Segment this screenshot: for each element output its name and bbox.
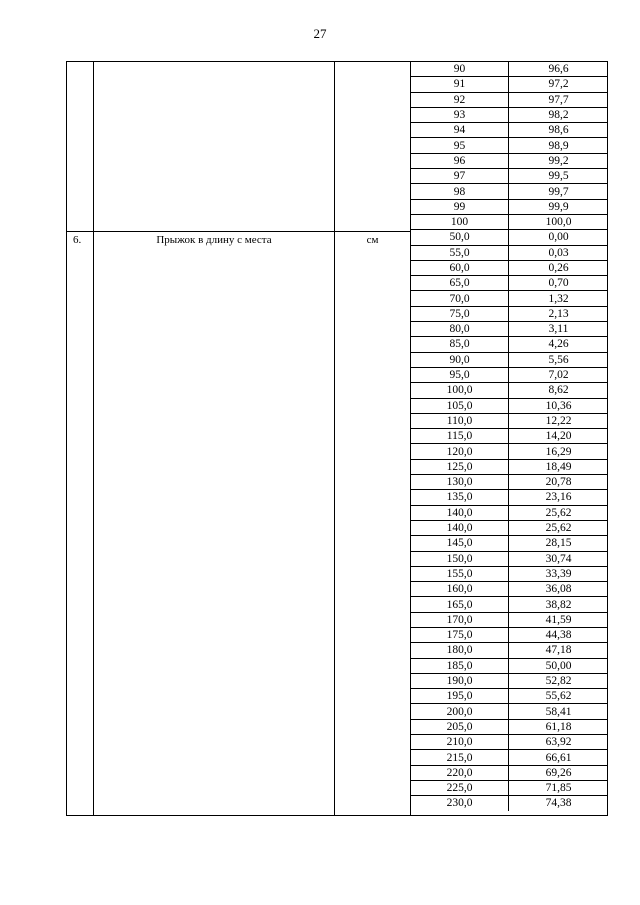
result-value-cell: 215,0 bbox=[411, 750, 509, 765]
table-row bbox=[411, 153, 608, 168]
table-row bbox=[411, 658, 608, 673]
result-value-cell: 210,0 bbox=[411, 735, 509, 750]
table-row bbox=[411, 612, 608, 627]
result-value-cell: 145,0 bbox=[411, 536, 509, 551]
points-value-cell: 28,15 bbox=[509, 536, 609, 551]
points-value-cell: 5,56 bbox=[509, 352, 609, 367]
points-value-cell: 97,2 bbox=[509, 77, 609, 92]
table-row bbox=[411, 551, 608, 566]
column-divider-number bbox=[93, 62, 94, 815]
result-value-cell: 140,0 bbox=[411, 520, 509, 535]
result-value-cell: 140,0 bbox=[411, 505, 509, 520]
points-value-cell: 10,36 bbox=[509, 398, 609, 413]
table-row bbox=[411, 780, 608, 795]
row-separator-exercise-6 bbox=[67, 231, 411, 232]
result-value-cell: 65,0 bbox=[411, 276, 509, 291]
points-value-cell: 1,32 bbox=[509, 291, 609, 306]
standards-table bbox=[66, 61, 608, 816]
table-row bbox=[411, 796, 608, 811]
table-row bbox=[411, 429, 608, 444]
points-value-cell: 33,39 bbox=[509, 566, 609, 581]
table-row bbox=[411, 597, 608, 612]
result-value-cell: 165,0 bbox=[411, 597, 509, 612]
points-value-cell: 0,26 bbox=[509, 260, 609, 275]
result-value-cell: 100 bbox=[411, 214, 509, 229]
result-value-cell: 85,0 bbox=[411, 337, 509, 352]
table-row bbox=[411, 306, 608, 321]
result-value-cell: 175,0 bbox=[411, 627, 509, 642]
points-value-cell: 38,82 bbox=[509, 597, 609, 612]
result-value-cell: 98 bbox=[411, 184, 509, 199]
points-value-cell: 99,2 bbox=[509, 153, 609, 168]
points-value-cell: 99,9 bbox=[509, 199, 609, 214]
table-row bbox=[411, 367, 608, 382]
result-value-cell: 135,0 bbox=[411, 490, 509, 505]
table-row bbox=[411, 138, 608, 153]
table-row bbox=[411, 413, 608, 428]
result-value-cell: 90 bbox=[411, 62, 509, 77]
points-value-cell: 18,49 bbox=[509, 459, 609, 474]
result-value-cell: 150,0 bbox=[411, 551, 509, 566]
table-row bbox=[411, 735, 608, 750]
points-value-cell: 12,22 bbox=[509, 413, 609, 428]
points-value-cell: 23,16 bbox=[509, 490, 609, 505]
result-value-cell: 92 bbox=[411, 92, 509, 107]
result-value-cell: 125,0 bbox=[411, 459, 509, 474]
points-value-cell: 14,20 bbox=[509, 429, 609, 444]
points-value-cell: 52,82 bbox=[509, 673, 609, 688]
result-value-cell: 50,0 bbox=[411, 230, 509, 245]
points-value-cell: 66,61 bbox=[509, 750, 609, 765]
result-value-cell: 60,0 bbox=[411, 260, 509, 275]
points-value-cell: 71,85 bbox=[509, 780, 609, 795]
result-value-cell: 130,0 bbox=[411, 475, 509, 490]
table-row bbox=[411, 566, 608, 581]
table-row bbox=[411, 276, 608, 291]
result-value-cell: 180,0 bbox=[411, 643, 509, 658]
points-value-cell: 16,29 bbox=[509, 444, 609, 459]
points-value-cell: 61,18 bbox=[509, 719, 609, 734]
table-row bbox=[411, 398, 608, 413]
table-row bbox=[411, 184, 608, 199]
points-value-cell: 8,62 bbox=[509, 383, 609, 398]
result-value-cell: 160,0 bbox=[411, 582, 509, 597]
table-row bbox=[411, 520, 608, 535]
result-value-cell: 75,0 bbox=[411, 306, 509, 321]
table-row bbox=[411, 337, 608, 352]
points-value-cell: 0,70 bbox=[509, 276, 609, 291]
result-value-cell: 220,0 bbox=[411, 765, 509, 780]
result-value-cell: 105,0 bbox=[411, 398, 509, 413]
points-value-cell: 25,62 bbox=[509, 520, 609, 535]
result-value-cell: 99 bbox=[411, 199, 509, 214]
table-row bbox=[411, 627, 608, 642]
table-row bbox=[411, 214, 608, 229]
result-value-cell: 95,0 bbox=[411, 367, 509, 382]
result-value-cell: 195,0 bbox=[411, 689, 509, 704]
result-value-cell: 115,0 bbox=[411, 429, 509, 444]
result-value-cell: 95 bbox=[411, 138, 509, 153]
result-value-cell: 230,0 bbox=[411, 796, 509, 811]
exercise-unit: см bbox=[366, 234, 379, 246]
result-value-cell: 190,0 bbox=[411, 673, 509, 688]
table-row bbox=[411, 260, 608, 275]
table-row bbox=[411, 765, 608, 780]
table-row bbox=[411, 689, 608, 704]
table-row bbox=[411, 505, 608, 520]
table-row bbox=[411, 719, 608, 734]
points-value-cell: 4,26 bbox=[509, 337, 609, 352]
points-value-cell: 20,78 bbox=[509, 475, 609, 490]
table-row bbox=[411, 77, 608, 92]
points-value-cell: 100,0 bbox=[509, 214, 609, 229]
table-row bbox=[411, 199, 608, 214]
page-number: 27 bbox=[313, 26, 327, 41]
table-row bbox=[411, 750, 608, 765]
result-value-cell: 91 bbox=[411, 77, 509, 92]
table-row bbox=[411, 704, 608, 719]
points-value-cell: 50,00 bbox=[509, 658, 609, 673]
column-divider-name bbox=[334, 62, 335, 815]
points-value-cell: 47,18 bbox=[509, 643, 609, 658]
points-value-cell: 58,41 bbox=[509, 704, 609, 719]
result-value-cell: 155,0 bbox=[411, 566, 509, 581]
points-value-cell: 98,2 bbox=[509, 107, 609, 122]
points-value-cell: 55,62 bbox=[509, 689, 609, 704]
table-row bbox=[411, 230, 608, 245]
table-row bbox=[411, 291, 608, 306]
result-value-cell: 185,0 bbox=[411, 658, 509, 673]
result-value-cell: 55,0 bbox=[411, 245, 509, 260]
points-value-cell: 7,02 bbox=[509, 367, 609, 382]
result-value-cell: 70,0 bbox=[411, 291, 509, 306]
result-value-cell: 205,0 bbox=[411, 719, 509, 734]
points-value-cell: 74,38 bbox=[545, 797, 572, 810]
points-value-cell: 97,7 bbox=[509, 92, 609, 107]
points-value-cell: 2,13 bbox=[509, 306, 609, 321]
table-row bbox=[411, 582, 608, 597]
points-value-cell: 44,38 bbox=[509, 627, 609, 642]
points-value-cell: 98,9 bbox=[509, 138, 609, 153]
table-row bbox=[411, 536, 608, 551]
points-value-cell: 30,74 bbox=[509, 551, 609, 566]
result-value-cell: 94 bbox=[411, 123, 509, 138]
result-value-cell: 90,0 bbox=[411, 352, 509, 367]
table-row bbox=[411, 107, 608, 122]
table-row bbox=[411, 673, 608, 688]
points-value-cell: 36,08 bbox=[509, 582, 609, 597]
table-row bbox=[411, 92, 608, 107]
result-value-cell: 100,0 bbox=[411, 383, 509, 398]
points-value-cell: 3,11 bbox=[509, 322, 609, 337]
table-row bbox=[411, 475, 608, 490]
points-value-cell: 99,7 bbox=[509, 184, 609, 199]
points-value-cell: 41,59 bbox=[509, 612, 609, 627]
table-row bbox=[411, 245, 608, 260]
result-value-cell: 225,0 bbox=[411, 780, 509, 795]
points-value-cell: 99,5 bbox=[509, 169, 609, 184]
table-row bbox=[411, 459, 608, 474]
result-value-cell: 200,0 bbox=[411, 704, 509, 719]
result-points-table bbox=[411, 62, 608, 811]
points-value-cell: 0,03 bbox=[509, 245, 609, 260]
table-row bbox=[411, 643, 608, 658]
exercise-name: Прыжок в длину с места bbox=[156, 234, 272, 246]
points-value-cell: 96,6 bbox=[509, 62, 609, 77]
table-row bbox=[411, 383, 608, 398]
points-value-cell: 0,00 bbox=[509, 230, 609, 245]
table-row bbox=[411, 123, 608, 138]
points-value-cell: 69,26 bbox=[509, 765, 609, 780]
result-value-cell: 120,0 bbox=[411, 444, 509, 459]
table-row bbox=[411, 444, 608, 459]
table-row bbox=[411, 352, 608, 367]
result-value-cell: 110,0 bbox=[411, 413, 509, 428]
table-row bbox=[411, 322, 608, 337]
table-row bbox=[411, 169, 608, 184]
table-row bbox=[411, 62, 608, 77]
points-value-cell: 98,6 bbox=[509, 123, 609, 138]
result-value-cell: 93 bbox=[411, 107, 509, 122]
result-value-cell: 96 bbox=[411, 153, 509, 168]
result-value-cell: 170,0 bbox=[411, 612, 509, 627]
result-value-cell: 80,0 bbox=[411, 322, 509, 337]
points-value-cell: 63,92 bbox=[509, 735, 609, 750]
table-row bbox=[411, 490, 608, 505]
exercise-number: 6. bbox=[73, 234, 82, 246]
points-value-cell: 25,62 bbox=[509, 505, 609, 520]
result-value-cell: 97 bbox=[411, 169, 509, 184]
